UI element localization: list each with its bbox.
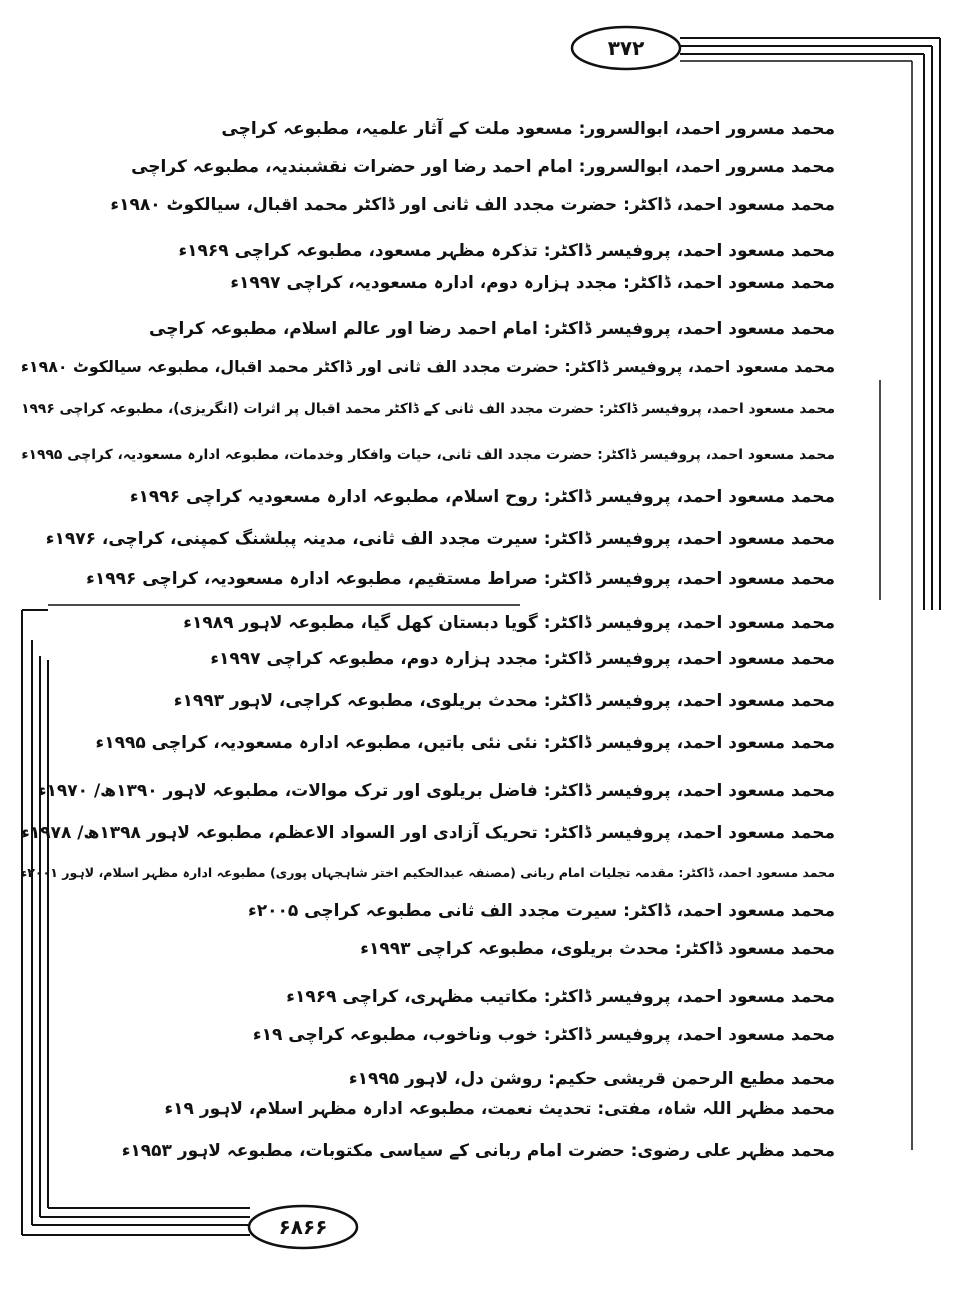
bibliography-entry: محمد مسعود احمد، پروفیسر ڈاکٹر: سیرت مجدد الف ثانی، مدینہ پبلشنگ کمپنی، کراچی، ۱۹۷۶ء — [45, 529, 835, 549]
bibliography-entry: محمد مسعود احمد، ڈاکٹر: مجدد ہزارہ دوم، ادارہ مسعودیہ، کراچی ۱۹۹۷ء — [230, 273, 835, 293]
bibliography-entry: محمد مسعود احمد، پروفیسر ڈاکٹر: فاضل بریلوی اور ترک موالات، مطبوعہ لاہور ۱۳۹۰ھ/ ۱۹۷۰ء — [37, 781, 835, 801]
bibliography-entry: محمد مسعود احمد، پروفیسر ڈاکٹر: خوب وناخوب، مطبوعہ کراچی ۱۹ء — [252, 1025, 835, 1045]
bibliography-entry: محمد مسعود احمد، ڈاکٹر: سیرت مجدد الف ثانی مطبوعہ کراچی ۲۰۰۵ء — [248, 901, 835, 921]
bibliography-entry: محمد مسعود ڈاکٹر: محدث بریلوی، مطبوعہ کراچی ۱۹۹۳ء — [360, 939, 835, 959]
bibliography-entry: محمد مسعود احمد، پروفیسر ڈاکٹر: تذکرہ مظہر مسعود، مطبوعہ کراچی ۱۹۶۹ء — [178, 241, 835, 261]
bibliography-entry: محمد مسعود احمد، پروفیسر ڈاکٹر: تحریک آزادی اور السواد الاعظم، مطبوعہ لاہور ۱۳۹۸ھ/ ۱۹۷۸ء — [21, 823, 835, 843]
bibliography-entry: محمد مسعود احمد، پروفیسر ڈاکٹر: حضرت مجدد الف ثانی اور ڈاکٹر محمد اقبال، مطبوعہ سیالکوٹ ۱۹۸۰ء — [20, 357, 835, 376]
bottom-page-number: ۶۸۶۶ — [278, 1215, 328, 1239]
bibliography-entry: محمد مسعود احمد، پروفیسر ڈاکٹر: مکاتیب مظہری، کراچی ۱۹۶۹ء — [286, 987, 835, 1007]
bibliography-entry: محمد مسعود احمد، پروفیسر ڈاکٹر: امام احمد رضا اور عالم اسلام، مطبوعہ کراچی — [149, 319, 835, 339]
bibliography-entry: محمد مسعود احمد، پروفیسر ڈاکٹر: حضرت مجدد الف ثانی، حیات وافکار وخدمات، مطبوعہ ادارہ مسعودیہ، کراچی ۱۹۹۵ء — [21, 447, 835, 463]
bibliography-entry: محمد مسعود احمد، پروفیسر ڈاکٹر: مجدد ہزارہ دوم، مطبوعہ کراچی ۱۹۹۷ء — [210, 649, 835, 669]
bibliography-entry: محمد مسعود احمد، ڈاکٹر: مقدمہ تجلیات امام ربانی (مصنفہ عبدالحکیم اختر شاہجہاں پوری) مطبوعہ ادارہ مظہر اسلام، لاہور ۲۰۰۱ء — [20, 865, 835, 880]
bibliography-entry: محمد مسعود احمد، پروفیسر ڈاکٹر: محدث بریلوی، مطبوعہ کراچی، لاہور ۱۹۹۳ء — [173, 691, 835, 711]
bibliography-entry: محمد مسعود احمد، پروفیسر ڈاکٹر: روح اسلام، مطبوعہ ادارہ مسعودیہ کراچی ۱۹۹۶ء — [129, 487, 835, 507]
bibliography-entry: محمد مسعود احمد، پروفیسر ڈاکٹر: نئی نئی باتیں، مطبوعہ ادارہ مسعودیہ، کراچی ۱۹۹۵ء — [95, 733, 835, 753]
top-page-number: ۳۷۲ — [607, 36, 645, 60]
bibliography-entry: محمد مطیع الرحمن قریشی حکیم: روشن دل، لاہور ۱۹۹۵ء — [348, 1069, 835, 1089]
bibliography-entry: محمد مسرور احمد، ابوالسرور: مسعود ملت کے آثار علمیہ، مطبوعہ کراچی — [221, 119, 835, 139]
bibliography-entry: محمد مسعود احمد، پروفیسر ڈاکٹر: صراط مستقیم، مطبوعہ ادارہ مسعودیہ، کراچی ۱۹۹۶ء — [86, 569, 835, 589]
bibliography-entry: محمد مظہر اللہ شاہ، مفتی: تحدیث نعمت، مطبوعہ ادارہ مظہر اسلام، لاہور ۱۹ء — [164, 1099, 835, 1119]
bibliography-entry: محمد مسعود احمد، پروفیسر ڈاکٹر: حضرت مجدد الف ثانی کے ڈاکٹر محمد اقبال پر اثرات (انگریزی)، مطبوعہ کراچی ۱۹۹۶ — [21, 401, 835, 417]
bibliography-entry: محمد مظہر علی رضوی: حضرت امام ربانی کے سیاسی مکتوبات، مطبوعہ لاہور ۱۹۵۳ء — [121, 1141, 835, 1161]
bibliography-entry: محمد مسعود احمد، پروفیسر ڈاکٹر: گویا دبستان کھل گیا، مطبوعہ لاہور ۱۹۸۹ء — [183, 613, 835, 633]
bibliography-entry: محمد مسرور احمد، ابوالسرور: امام احمد رضا اور حضرات نقشبندیہ، مطبوعہ کراچی — [131, 157, 835, 177]
bibliography-entry: محمد مسعود احمد، ڈاکٹر: حضرت مجدد الف ثانی اور ڈاکٹر محمد اقبال، سیالکوٹ ۱۹۸۰ء — [110, 195, 835, 215]
